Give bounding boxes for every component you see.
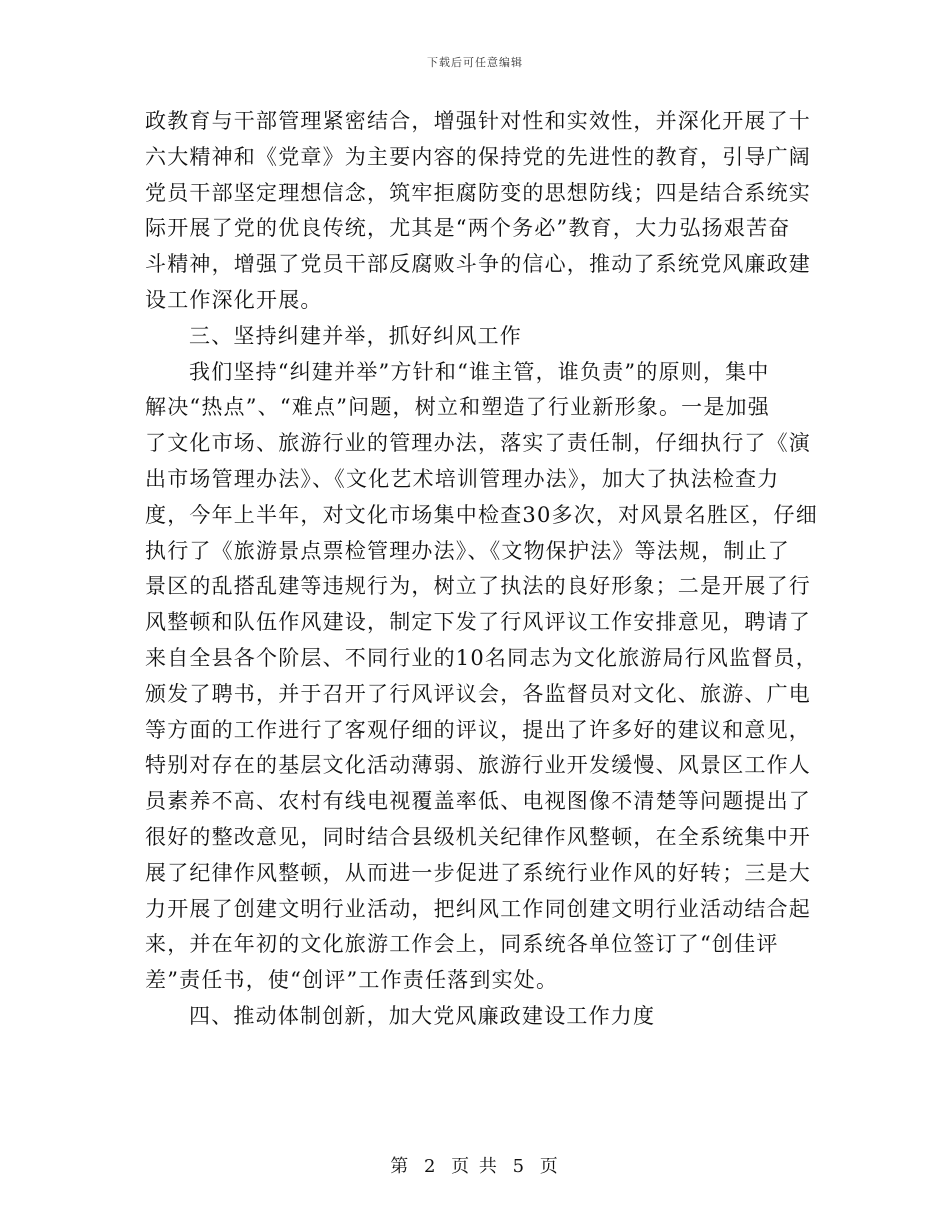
text-line: 度，今年上半年，对文化市场集中检查30多次，对风景名胜区，仔细 <box>145 502 818 527</box>
text-line: 党员干部坚定理想信念，筑牢拒腐防变的思想防线；四是结合系统实 <box>145 180 811 205</box>
text-line: 执行了《旅游景点票检管理办法》、《文物保护法》等法规，制止了 <box>145 538 790 563</box>
text-line: 我们坚持“纠建并举”方针和“谁主管，谁负责”的原则，集中 <box>189 359 770 384</box>
footer-prefix: 第 <box>390 1156 411 1177</box>
text-line: 解决“热点”、“难点”问题，树立和塑造了行业新形象。一是加强 <box>145 395 770 420</box>
footer-total-pages: 5 <box>512 1156 527 1177</box>
text-line: 六大精神和《党章》为主要内容的保持党的先进性的教育，引导广阔 <box>145 144 811 169</box>
text-line: 四、推动体制创新，加大党风廉政建设工作力度 <box>189 1003 656 1028</box>
footer-suffix: 页 <box>539 1156 560 1177</box>
text-line: 来，并在年初的文化旅游工作会上，同系统各单位签订了“创佳评 <box>145 932 779 957</box>
text-line: 际开展了党的优良传统，尤其是“两个务必”教育，大力弘扬艰苦奋 <box>145 216 791 241</box>
page-number-footer <box>0 1152 950 1178</box>
text-line: 斗精神，增强了党员干部反腐败斗争的信心，推动了系统党风廉政建 <box>145 252 811 277</box>
text-line: 员素养不高、农村有线电视覆盖率低、电视图像不清楚等问题提出了 <box>145 789 811 814</box>
text-line: 颁发了聘书，并于召开了行风评议会，各监督员对文化、旅游、广电 <box>145 681 811 706</box>
text-line: 差”责任书，使“创评”工作责任落到实处。 <box>145 968 559 993</box>
text-line: 很好的整改意见，同时结合县级机关纪律作风整顿，在全系统集中开 <box>145 824 811 849</box>
text-line: 政教育与干部管理紧密结合，增强针对性和实效性，并深化开展了十 <box>145 109 811 133</box>
text-line: 出市场管理办法》、《文化艺术培训管理办法》，加大了执法检查力 <box>145 466 780 491</box>
document-body <box>145 104 818 1035</box>
footer-current-page: 2 <box>423 1156 438 1177</box>
text-line: 来自全县各个阶层、不同行业的10名同志为文化旅游局行风监督员， <box>145 645 818 670</box>
text-line: 等方面的工作进行了客观仔细的评议，提出了许多好的建议和意见， <box>145 717 811 742</box>
text-line: 景区的乱搭乱建等违规行为，树立了执法的良好形象；二是开展了行 <box>145 574 811 599</box>
text-line: 了文化市场、旅游行业的管理办法，落实了责任制，仔细执行了《演 <box>145 431 811 456</box>
text-line: 力开展了创建文明行业活动，把纠风工作同创建文明行业活动结合起 <box>145 896 811 921</box>
text-line: 展了纪律作风整顿，从而进一步促进了系统行业作风的好转；三是大 <box>145 860 811 885</box>
text-line: 风整顿和队伍作风建设，制定下发了行风评议工作安排意见，聘请了 <box>145 610 811 635</box>
page-header: 下载后可任意编辑 <box>427 56 523 69</box>
text-line: 设工作深化开展。 <box>145 287 323 312</box>
text-line: 特别对存在的基层文化活动薄弱、旅游行业开发缓慢、风景区工作人 <box>145 753 811 778</box>
text-line: 三、坚持纠建并举，抓好纠风工作 <box>189 323 522 348</box>
footer-middle: 页 共 <box>451 1156 499 1177</box>
